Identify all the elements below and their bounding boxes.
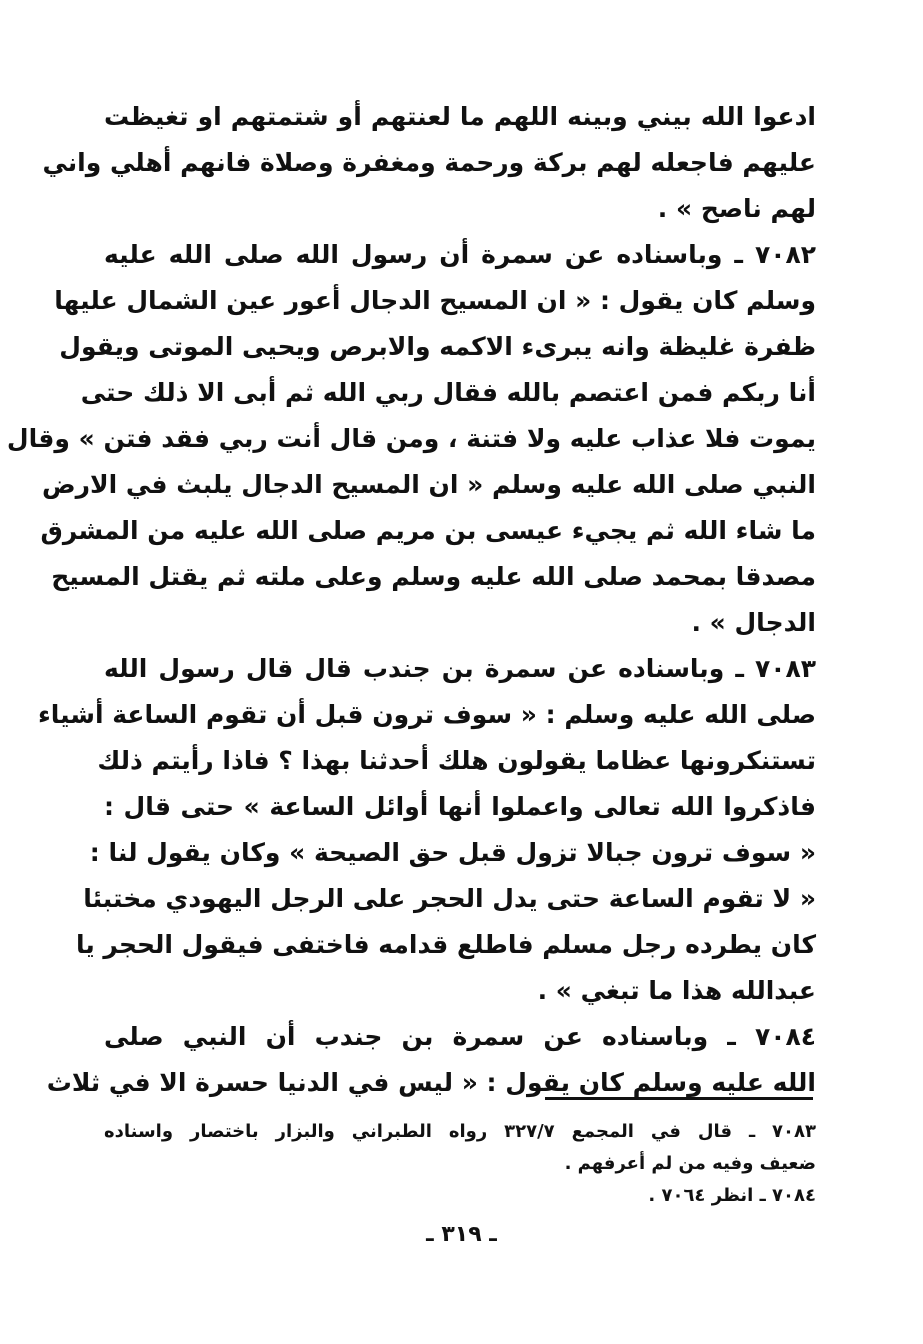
hadith-7082-start: ٧٠٨٢ ـ وباسناده عن سمرة أن رسول الله صلى الله عليه <box>104 240 816 269</box>
footnote-divider <box>545 1097 813 1100</box>
text-line: النبي صلى الله عليه وسلم « ان المسيح الدجال يلبث في الارض <box>41 470 816 499</box>
footnote-7083: ٧٠٨٣ ـ قال في المجمع ٣٢٧/٧ رواه الطبراني والبزار باختصار واسناده <box>104 1121 816 1142</box>
text-line: تستنكرونها عظاما يقولون هلك أحدثنا بهذا ؟ فاذا رأيتم ذلك <box>97 746 816 775</box>
text-line: الدجال » . <box>691 608 816 637</box>
footnote-line: ضعيف وفيه من لم أعرفهم . <box>564 1153 816 1174</box>
text-line: ما شاء الله ثم يجيء عيسى بن مريم صلى الله عليه من المشرق <box>40 516 816 545</box>
hadith-7083-start: ٧٠٨٣ ـ وباسناده عن سمرة بن جندب قال قال رسول الله <box>104 654 816 683</box>
text-line: « لا تقوم الساعة حتى يدل الحجر على الرجل اليهودي مختبئا <box>83 884 816 913</box>
text-line: يموت فلا عذاب عليه ولا فتنة ، ومن قال أنت ربي فقد فتن » وقال <box>6 424 816 453</box>
page-number: ـ ٣١٩ ـ <box>426 1222 497 1247</box>
text-line: ظفرة غليظة وانه يبرىء الاكمه والابرص ويحيى الموتى ويقول <box>59 332 816 361</box>
text-line: « سوف ترون جبالا تزول قبل حق الصيحة » وكان يقول لنا : <box>89 838 816 867</box>
text-line: مصدقا بمحمد صلى الله عليه وسلم وعلى ملته ثم يقتل المسيح <box>51 562 816 591</box>
hadith-7084-start: ٧٠٨٤ ـ وباسناده عن سمرة بن جندب أن النبي صلى <box>104 1022 816 1051</box>
text-line: فاذكروا الله تعالى واعملوا أنها أوائل الساعة » حتى قال : <box>104 792 816 821</box>
text-line: لهم ناصح » . <box>657 194 816 223</box>
text-line: عليهم فاجعله لهم بركة ورحمة ومغفرة وصلاة فانهم أهلي واني <box>42 148 816 177</box>
text-line: وسلم كان يقول : « ان المسيح الدجال أعور عين الشمال عليها <box>54 286 816 315</box>
text-line: كان يطرده رجل مسلم فاطلع قدامه فاختفى فيقول الحجر يا <box>75 930 816 959</box>
text-line: أنا ربكم فمن اعتصم بالله فقال ربي الله ثم أبى الا ذلك حتى <box>80 378 816 407</box>
text-line: ادعوا الله بيني وبينه اللهم ما لعنتهم أو شتمتهم او تغيظت <box>104 102 816 131</box>
text-line: صلى الله عليه وسلم : « سوف ترون قبل أن تقوم الساعة أشياء <box>38 700 816 729</box>
footnotes-block <box>104 1116 816 1212</box>
main-text-block <box>6 94 816 1106</box>
text-line: الله عليه وسلم كان يقول : « ليس في الدنيا حسرة الا في ثلاث <box>46 1068 816 1097</box>
text-line: عبدالله هذا ما تبغي » . <box>537 976 816 1005</box>
footnote-7084: ٧٠٨٤ ـ انظر ٧٠٦٤ . <box>648 1185 816 1206</box>
